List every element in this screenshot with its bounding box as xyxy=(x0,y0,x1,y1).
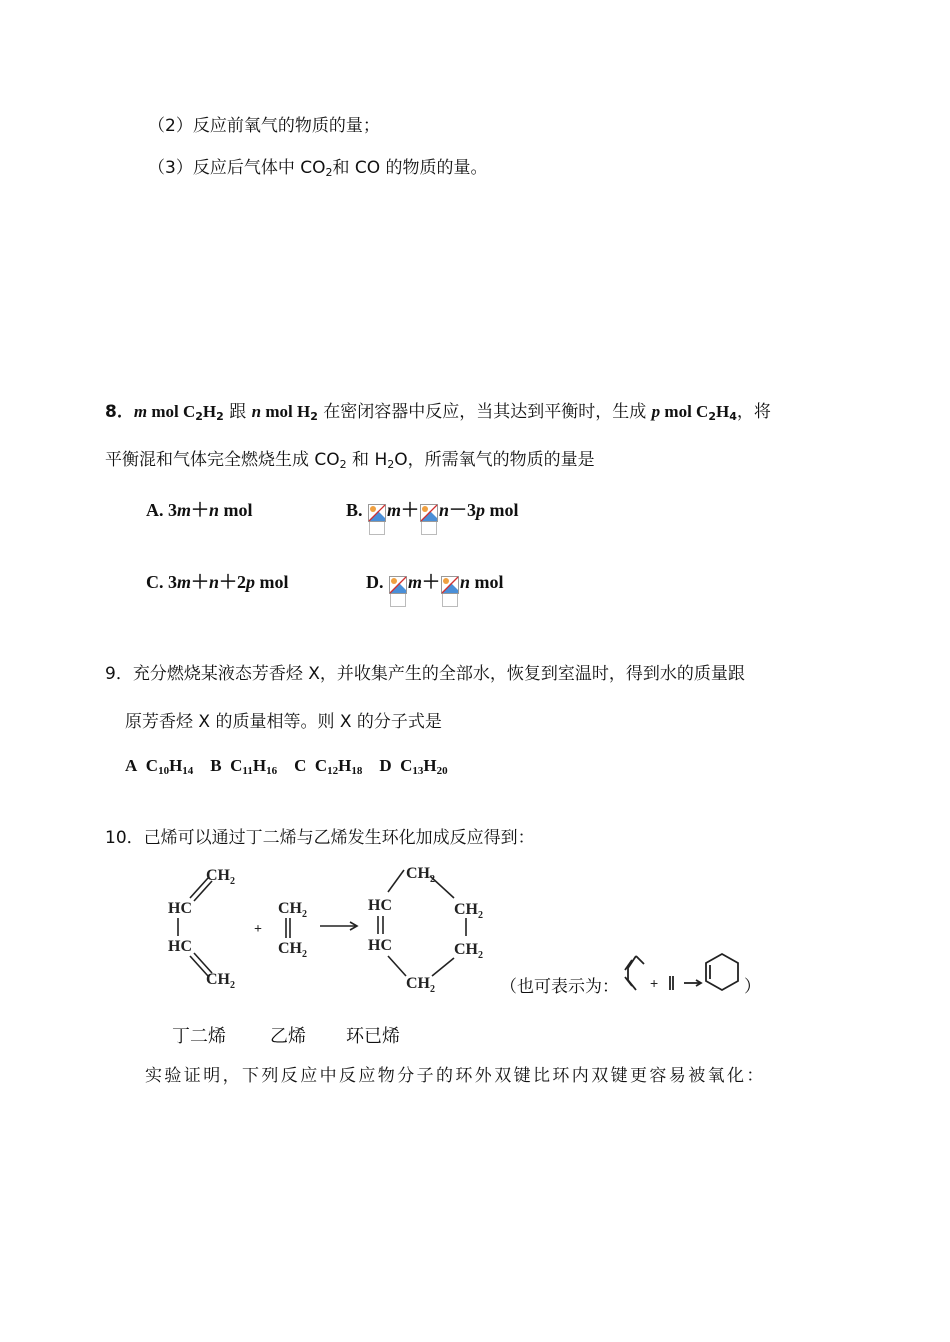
name-ethylene: 乙烯 xyxy=(270,1026,306,1047)
q8-stem-line1: 8．m mol $C_2H_2$ 跟 n mol $H_2$ 在密闭容器中反应，当其达到平衡时，生成 p mol $C_2H_4$，将 xyxy=(105,402,771,423)
butadiene-ch2-bottom: $CH_2$ xyxy=(206,971,235,991)
butadiene-hc-1: HC xyxy=(168,900,192,917)
alt-notation-prefix: （也可表示为： xyxy=(500,977,619,997)
q10-experiment-statement: 实验证明，下列反应中反应物分子的环外双键比环内双键更容易被氧化： xyxy=(145,1066,766,1086)
q8-option-a: A. 3m＋n mol xyxy=(146,500,253,520)
name-butadiene: 丁二烯 xyxy=(172,1026,226,1047)
q8-option-b: B. m＋ n－3p mol xyxy=(346,496,519,536)
alt-notation-suffix: ） xyxy=(744,977,761,997)
broken-image-icon xyxy=(441,576,459,608)
q7-part3: （3）反应后气体中 $CO_2$和 CO 的物质的量。 xyxy=(148,158,488,179)
q9-option-a: A $C_{10}H_{14}$ xyxy=(125,756,194,777)
q8-option-c: C. 3m＋n＋2p mol xyxy=(146,572,289,592)
q9-option-d: D $C_{13}H_{20}$ xyxy=(379,756,448,777)
butadiene-ch2-top: $CH_2$ xyxy=(206,867,235,887)
q8-option-d: D. m＋ n mol xyxy=(366,568,504,608)
cyclohexene-hc-1: HC xyxy=(368,897,392,914)
broken-image-icon xyxy=(368,504,386,536)
cyclohexene-ch2-right1: $CH_2$ xyxy=(454,901,483,921)
broken-image-icon xyxy=(420,504,438,536)
alt-notation-diagram xyxy=(624,952,746,994)
q9-stem-line1: 9．充分燃烧某液态芳香烃 X，并收集产生的全部水，恢复到室温时，得到水的质量跟 xyxy=(105,664,745,684)
plus-sign: + xyxy=(254,922,262,937)
q7-part2: （2）反应前氧气的物质的量； xyxy=(148,116,380,136)
q9-option-b: B $C_{11}H_{16}$ xyxy=(210,756,278,777)
q9-stem-line2: 原芳香烃 X 的质量相等。则 X 的分子式是 xyxy=(125,712,442,732)
cyclohexene-hc-2: HC xyxy=(368,937,392,954)
reaction-scheme-diagram xyxy=(160,858,500,998)
cyclohexene-ch2-bottom: $CH_2$ xyxy=(406,975,435,995)
broken-image-icon xyxy=(389,576,407,608)
cyclohexene-ch2-right2: $CH_2$ xyxy=(454,941,483,961)
butadiene-hc-2: HC xyxy=(168,938,192,955)
q10-stem: 10．己烯可以通过丁二烯与乙烯发生环化加成反应得到： xyxy=(105,828,535,848)
cyclohexene-ch2-top: $CH_2$ xyxy=(406,865,435,885)
q9-option-c: C $C_{12}H_{18}$ xyxy=(294,756,363,777)
ethylene-ch2-bottom: $CH_2$ xyxy=(278,940,307,960)
alt-plus-sign: + xyxy=(650,975,659,991)
ethylene-ch2-top: $CH_2$ xyxy=(278,900,307,920)
q9-options xyxy=(125,754,448,778)
name-cyclohexene: 环已烯 xyxy=(346,1026,400,1047)
q8-stem-line2: 平衡混和气体完全燃烧生成 $CO_2$ 和 $H_2O$，所需氧气的物质的量是 xyxy=(105,450,595,471)
